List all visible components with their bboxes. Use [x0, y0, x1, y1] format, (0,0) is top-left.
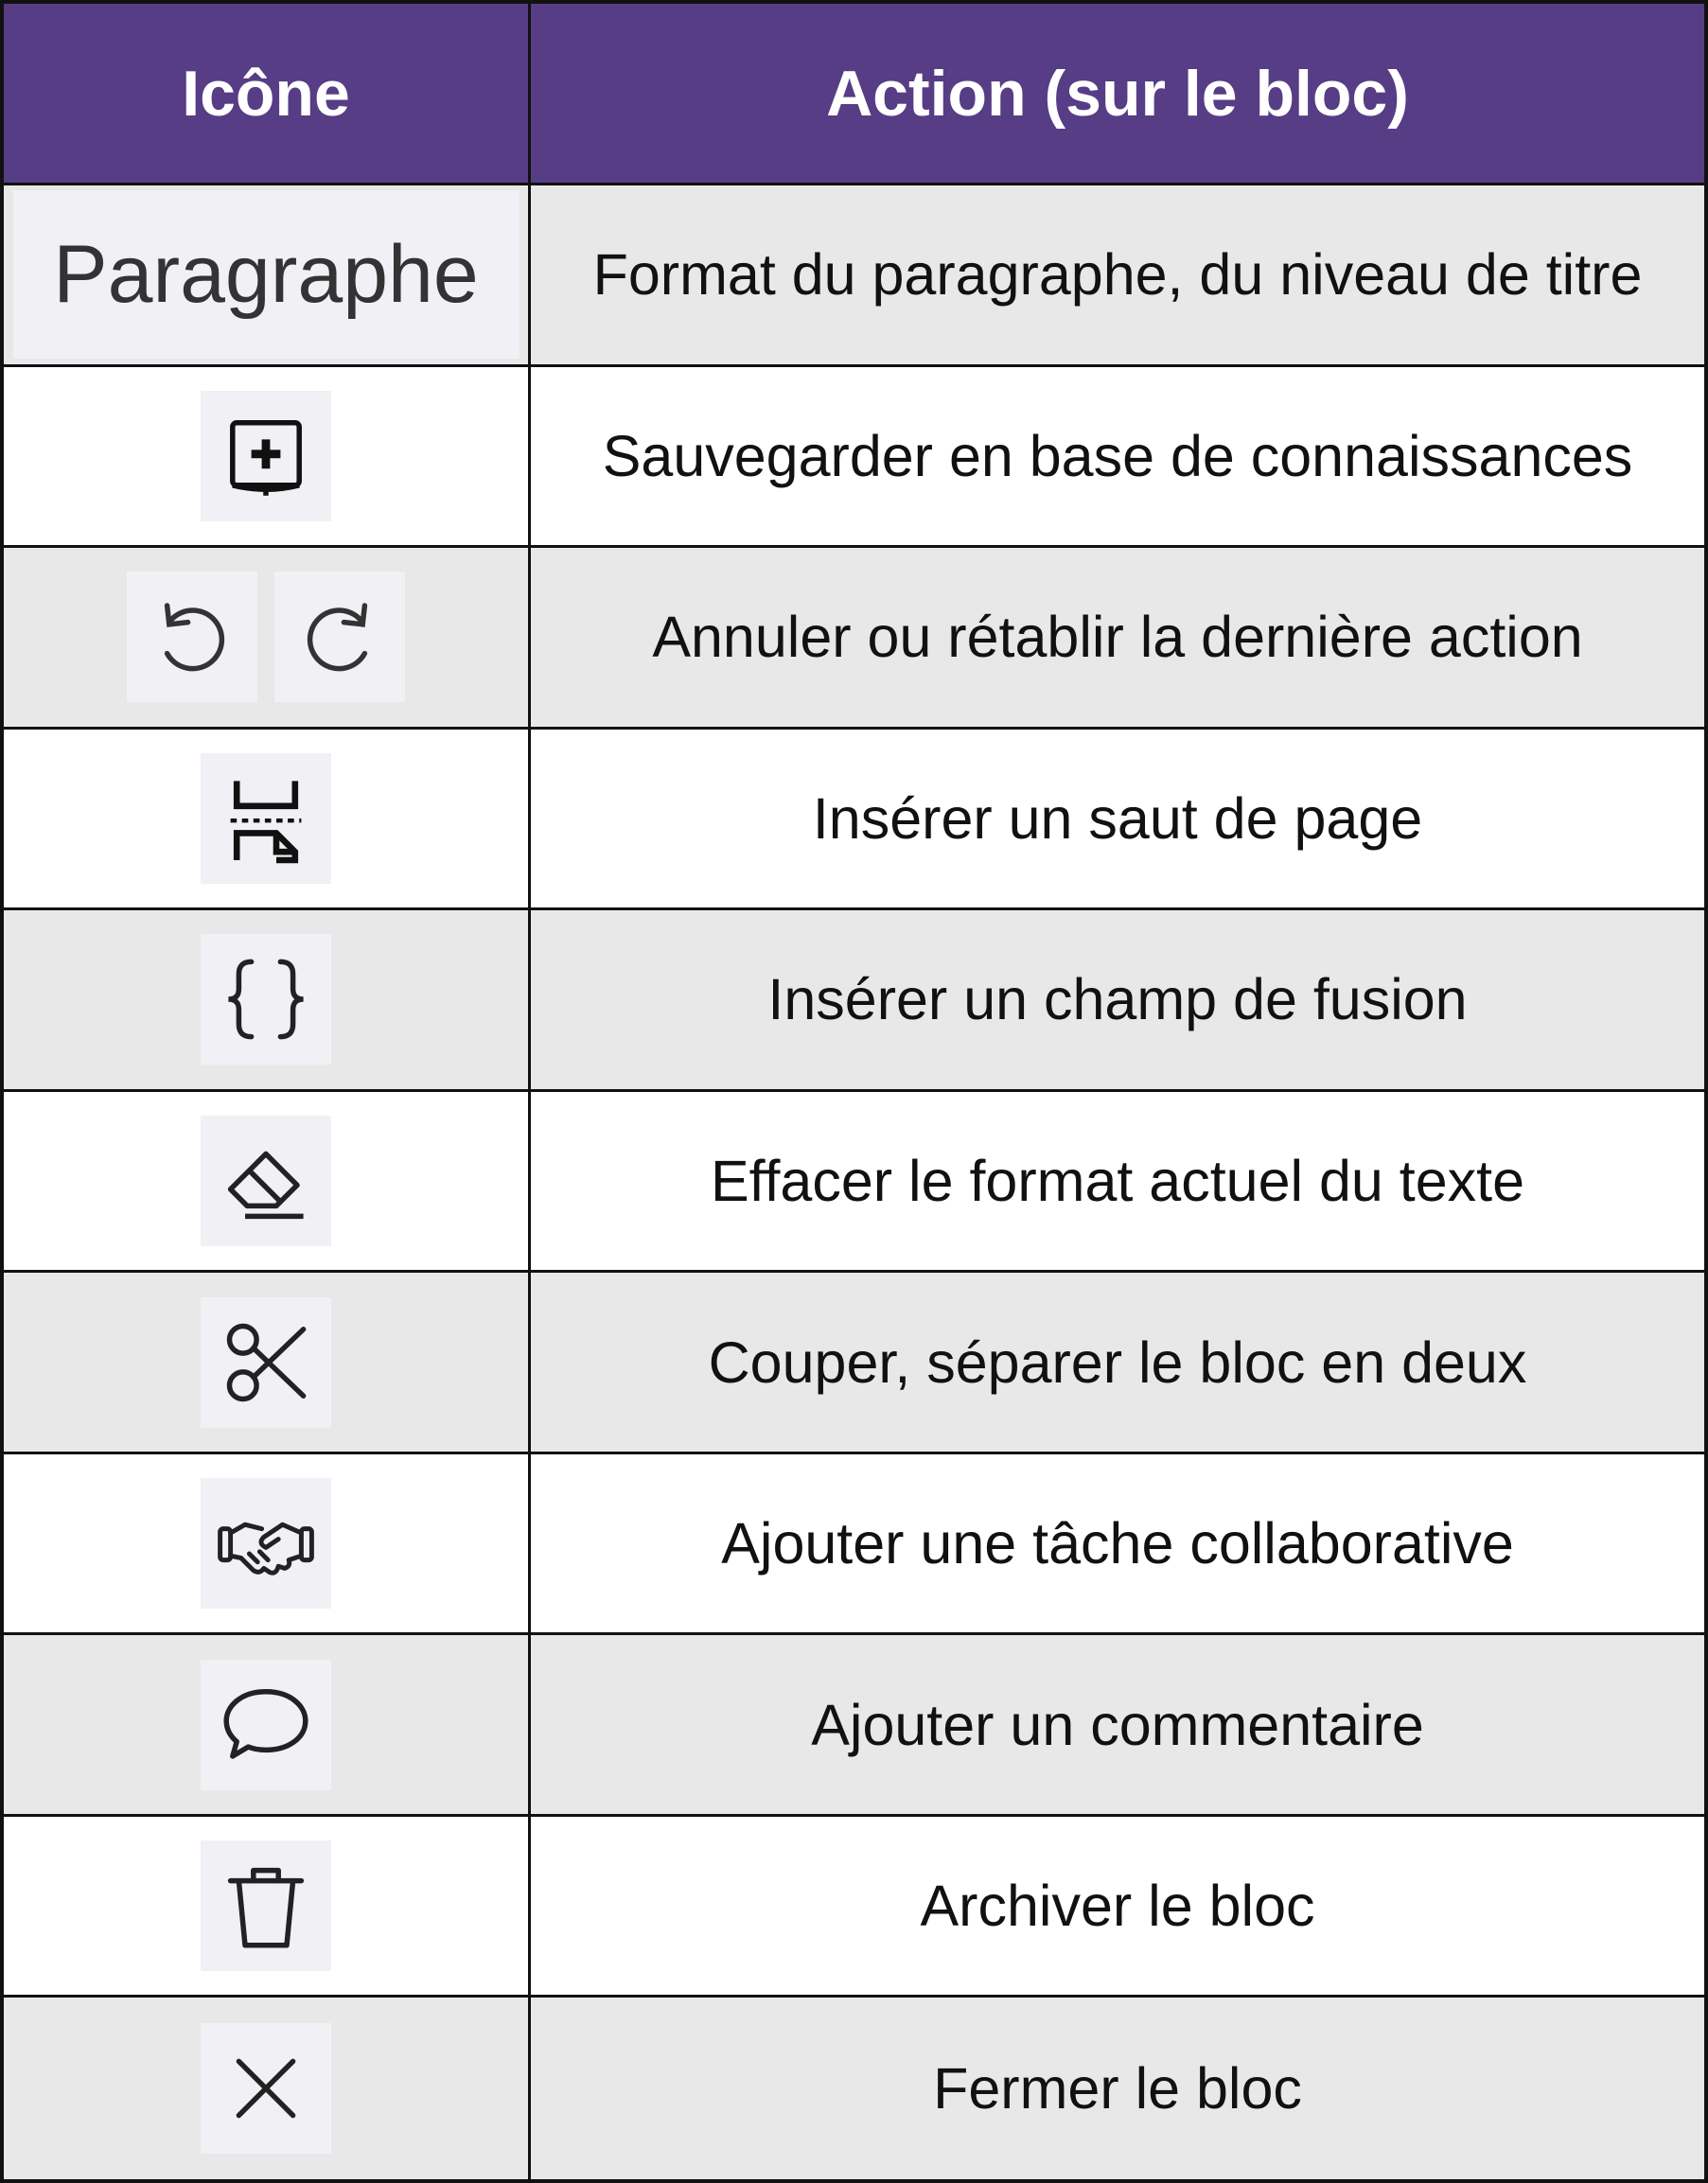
table-row-icon-cell	[4, 367, 531, 549]
action-text: Ajouter un commentaire	[811, 1692, 1424, 1757]
table-row-icon-cell	[4, 548, 531, 730]
table-row-icon-cell	[4, 910, 531, 1092]
comment-icon[interactable]	[201, 1660, 331, 1790]
action-text: Fermer le bloc	[933, 2056, 1302, 2121]
header-action-label: Action (sur le bloc)	[826, 57, 1409, 130]
eraser-icon[interactable]	[201, 1116, 331, 1246]
action-text: Format du paragraphe, du niveau de titre	[592, 242, 1643, 308]
trash-icon[interactable]	[201, 1840, 331, 1971]
table-row-action-cell	[531, 1998, 1704, 2179]
action-text: Ajouter une tâche collaborative	[721, 1511, 1514, 1576]
action-text: Effacer le format actuel du texte	[710, 1148, 1525, 1213]
table-row-action-cell	[531, 1454, 1704, 1636]
action-text: Insérer un saut de page	[812, 785, 1423, 851]
table-row-action-cell	[531, 1817, 1704, 1998]
header-icon-column	[4, 4, 531, 185]
table-row-icon-cell	[4, 185, 531, 367]
table-row-action-cell	[531, 1092, 1704, 1274]
table-row-action-cell	[531, 367, 1704, 549]
paragraph-format-label: Paragraphe	[53, 228, 479, 320]
close-icon[interactable]	[201, 2023, 331, 2154]
header-icon-label: Icône	[182, 57, 350, 130]
action-text: Insérer un champ de fusion	[767, 967, 1468, 1032]
table-row-icon-cell	[4, 730, 531, 911]
table-row-icon-cell	[4, 1817, 531, 1998]
table-row-action-cell	[531, 548, 1704, 730]
action-text: Archiver le bloc	[920, 1874, 1315, 1939]
page-break-icon[interactable]	[201, 753, 331, 884]
book-plus-icon[interactable]	[201, 391, 331, 521]
action-text: Sauvegarder en base de connaissances	[602, 423, 1633, 488]
action-text: Couper, séparer le bloc en deux	[708, 1329, 1527, 1395]
table-row-action-cell	[531, 1635, 1704, 1817]
handshake-icon[interactable]	[201, 1478, 331, 1609]
table-row-action-cell	[531, 730, 1704, 911]
table-row-icon-cell	[4, 1273, 531, 1454]
table-row-icon-cell	[4, 1092, 531, 1274]
redo-icon[interactable]	[274, 572, 405, 702]
action-text: Annuler ou rétablir la dernière action	[652, 605, 1583, 670]
table-row-action-cell	[531, 910, 1704, 1092]
header-action-column	[531, 4, 1704, 185]
table-row-action-cell	[531, 185, 1704, 367]
curly-braces-icon[interactable]	[201, 934, 331, 1065]
table-row-icon-cell	[4, 1454, 531, 1636]
table-row-icon-cell	[4, 1635, 531, 1817]
paragraph-format-dropdown[interactable]	[13, 190, 519, 359]
table-row-icon-cell	[4, 1998, 531, 2179]
table-row-action-cell	[531, 1273, 1704, 1454]
scissors-icon[interactable]	[201, 1297, 331, 1428]
undo-icon[interactable]	[127, 572, 257, 702]
